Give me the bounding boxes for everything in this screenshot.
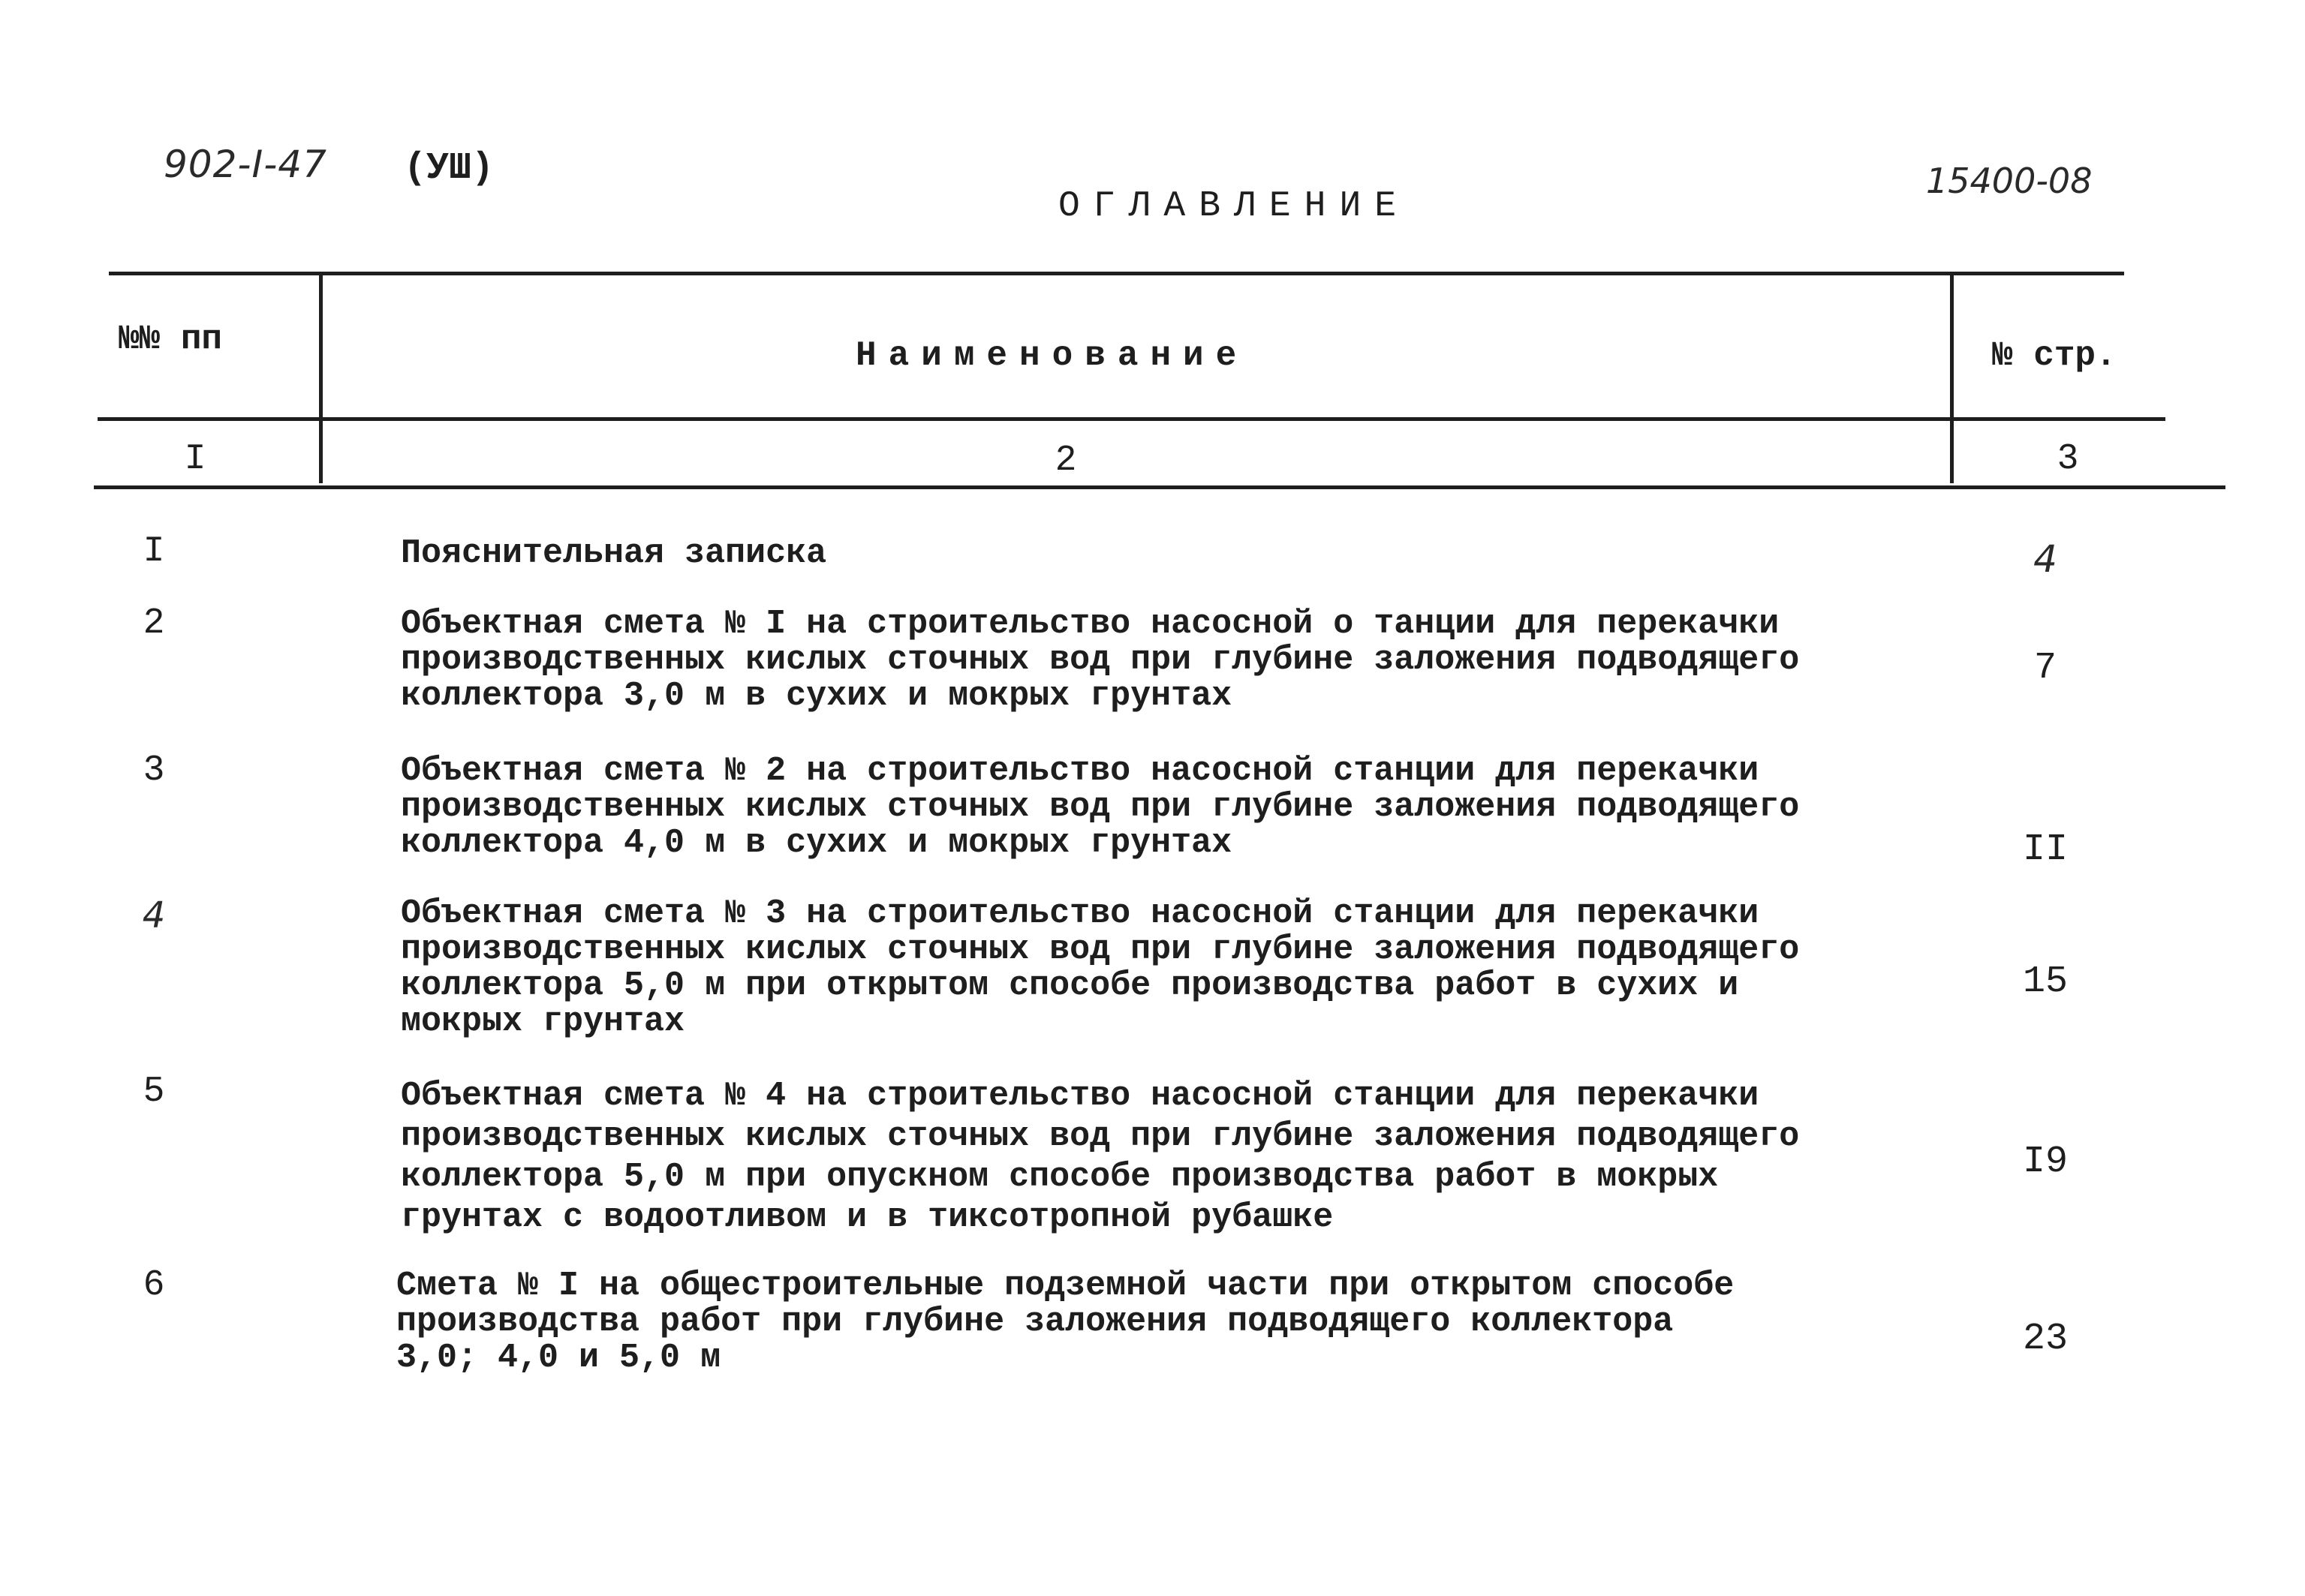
row-number: 6 [143, 1265, 165, 1306]
row-title: Объектная смета № 4 на строительство насосной станции для перекачки производственных кислых сточных вод при глубине заложения подводящего коллектора 5,0 м при опускном способе производства работ в мокрых грунтах с водоотливом и в тиксотропной рубашке [401, 1077, 1800, 1237]
page-title: ОГЛАВЛЕНИЕ [1058, 186, 1410, 227]
header-page: № стр. [1992, 336, 2117, 375]
row-title: Объектная смета № 2 на строительство насосной станции для перекачки производственных кислых сточных вод при глубине заложения подводящего коллектора 4,0 м в сухих и мокрых грунтах [401, 752, 1800, 862]
table-header-rule [98, 417, 2165, 421]
row-title: Пояснительная записка [401, 534, 827, 573]
row-page: 23 [2022, 1318, 2068, 1360]
row-page: 15 [2022, 960, 2068, 1003]
row-title: Объектная смета № I на строительство насосной о танции для перекачки производственных кислых сточных вод при глубине заложения подводящего коллектора 3,0 м в сухих и мокрых грунтах [401, 605, 1800, 715]
table-colnum-rule [94, 485, 2225, 489]
table-divider-left [319, 275, 323, 483]
row-title: Смета № I на общестроительные подземной части при открытом способе производства работ при глубине заложения подводящего коллектора 3,0; 4,0 и 5,0 м [396, 1267, 1735, 1377]
header-num: №№ пп [119, 320, 223, 359]
row-page: I9 [2022, 1141, 2068, 1183]
table-divider-right [1950, 275, 1954, 483]
column-number-3: 3 [2057, 439, 2079, 479]
document-section: (УШ) [404, 147, 495, 190]
document-code: 902-I-47 [164, 143, 327, 186]
document-number: 15400-08 [1926, 161, 2093, 201]
row-page: II [2022, 828, 2068, 871]
column-number-1: I [184, 439, 206, 479]
row-number: 5 [143, 1072, 165, 1112]
row-title: Объектная смета № 3 на строительство насосной станции для перекачки производственных кислых сточных вод при глубине заложения подводящего коллектора 5,0 м при открытом способе производства работ в сухих и мокрых грунтах [401, 894, 1800, 1041]
row-number: 4 [142, 894, 166, 936]
row-page: 4 [2033, 537, 2057, 581]
row-number: I [143, 531, 165, 572]
row-number: 3 [143, 750, 165, 791]
column-number-2: 2 [1055, 440, 1077, 481]
row-number: 2 [143, 603, 165, 644]
row-page: 7 [2033, 647, 2057, 690]
header-name: Наименование [856, 336, 1249, 375]
table-top-rule [109, 272, 2124, 275]
